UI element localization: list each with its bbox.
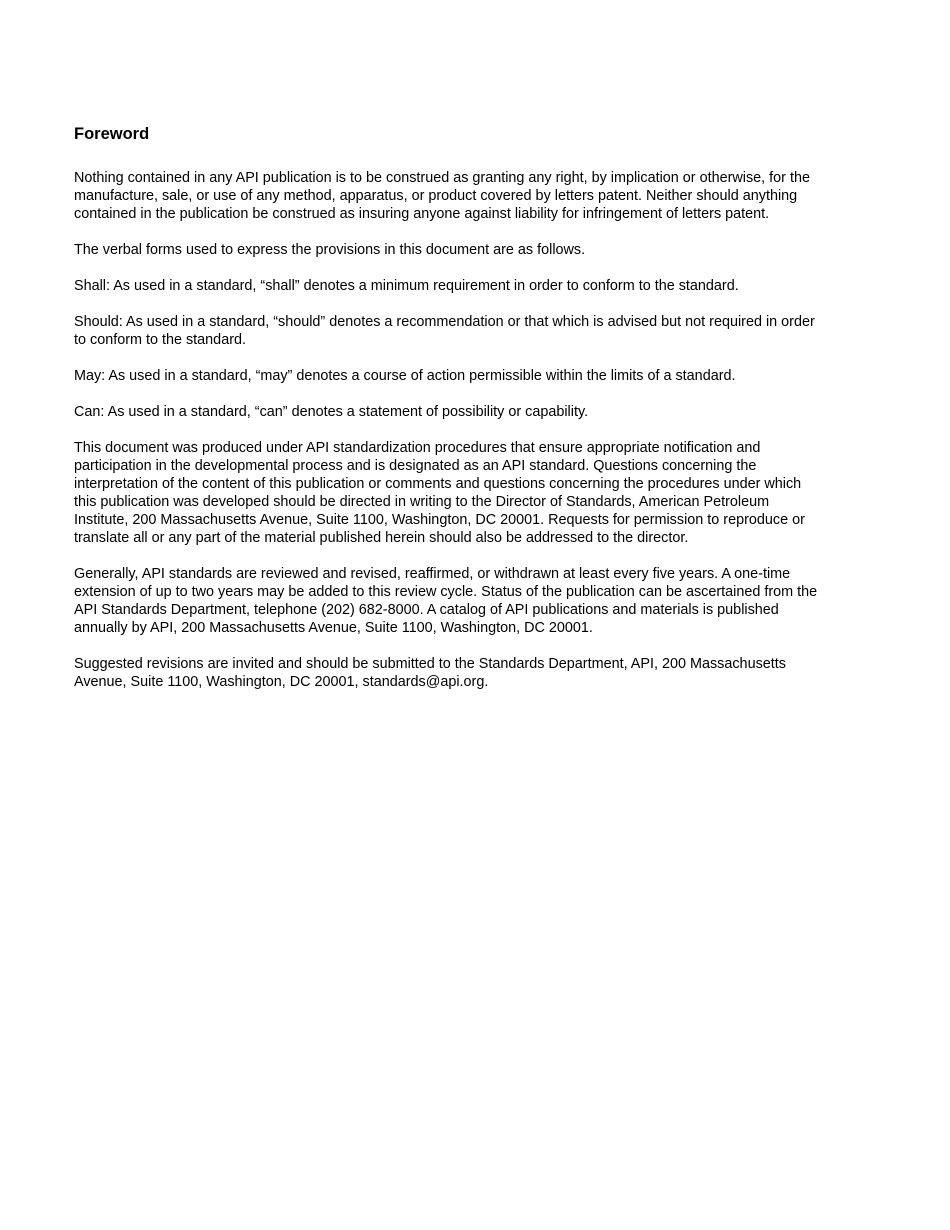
paragraph-standardization-procedures: [74, 439, 882, 547]
page-title: Foreword: [74, 125, 150, 143]
document-page: [74, 124, 882, 709]
paragraph-line: The verbal forms used to express the provisions in this document are as follows.: [74, 242, 586, 258]
paragraph-line: Should: As used in a standard, “should” denotes a recommendation or that which is advised but not required in order: [74, 314, 815, 330]
paragraph-line: Shall: As used in a standard, “shall” denotes a minimum requirement in order to conform to the standard.: [74, 278, 739, 294]
paragraph-line: this publication was developed should be directed in writing to the Director of Standards, American Petroleum: [74, 494, 770, 510]
paragraph-line: Can: As used in a standard, “can” denotes a statement of possibility or capability.: [74, 404, 589, 420]
paragraph-should: [74, 313, 882, 349]
paragraph-verbal-forms: [74, 241, 882, 259]
paragraph-line: translate all or any part of the material published herein should also be addressed to the director.: [74, 530, 689, 546]
paragraph-line: API Standards Department, telephone (202) 682-8000. A catalog of API publications and materials is published: [74, 602, 779, 618]
paragraph-line: interpretation of the content of this publication or comments and questions concerning the procedures under which: [74, 476, 802, 492]
paragraph-line: manufacture, sale, or use of any method, apparatus, or product covered by letters patent. Neither should anything: [74, 188, 798, 204]
paragraph-line: Avenue, Suite 1100, Washington, DC 20001, standards@api.org.: [74, 674, 489, 690]
paragraph-line: contained in the publication be construed as insuring anyone against liability for infringement of letters patent.: [74, 206, 770, 222]
paragraph-can: [74, 403, 882, 421]
paragraph-line: This document was produced under API standardization procedures that ensure appropriate notification and: [74, 440, 761, 456]
paragraph-line: May: As used in a standard, “may” denotes a course of action permissible within the limits of a standard.: [74, 368, 736, 384]
paragraph-patent-disclaimer: [74, 169, 882, 223]
paragraph-line: extension of up to two years may be added to this review cycle. Status of the publication can be ascertained from the: [74, 584, 818, 600]
paragraph-line: Nothing contained in any API publication is to be construed as granting any right, by implication or otherwise, for the: [74, 170, 810, 186]
paragraph-line: Institute, 200 Massachusetts Avenue, Suite 1100, Washington, DC 20001. Requests for permission to reproduce or: [74, 512, 805, 528]
paragraph-may: [74, 367, 882, 385]
paragraph-line: Generally, API standards are reviewed and revised, reaffirmed, or withdrawn at least every five years. A one-time: [74, 566, 791, 582]
paragraph-line: to conform to the standard.: [74, 332, 246, 348]
paragraph-suggested-revisions: [74, 655, 882, 691]
paragraph-shall: [74, 277, 882, 295]
paragraph-line: participation in the developmental process and is designated as an API standard. Questions concerning the: [74, 458, 757, 474]
paragraph-review-cycle: [74, 565, 882, 637]
paragraph-line: Suggested revisions are invited and should be submitted to the Standards Department, API, 200 Massachusetts: [74, 656, 786, 672]
paragraph-line: annually by API, 200 Massachusetts Avenue, Suite 1100, Washington, DC 20001.: [74, 620, 593, 636]
